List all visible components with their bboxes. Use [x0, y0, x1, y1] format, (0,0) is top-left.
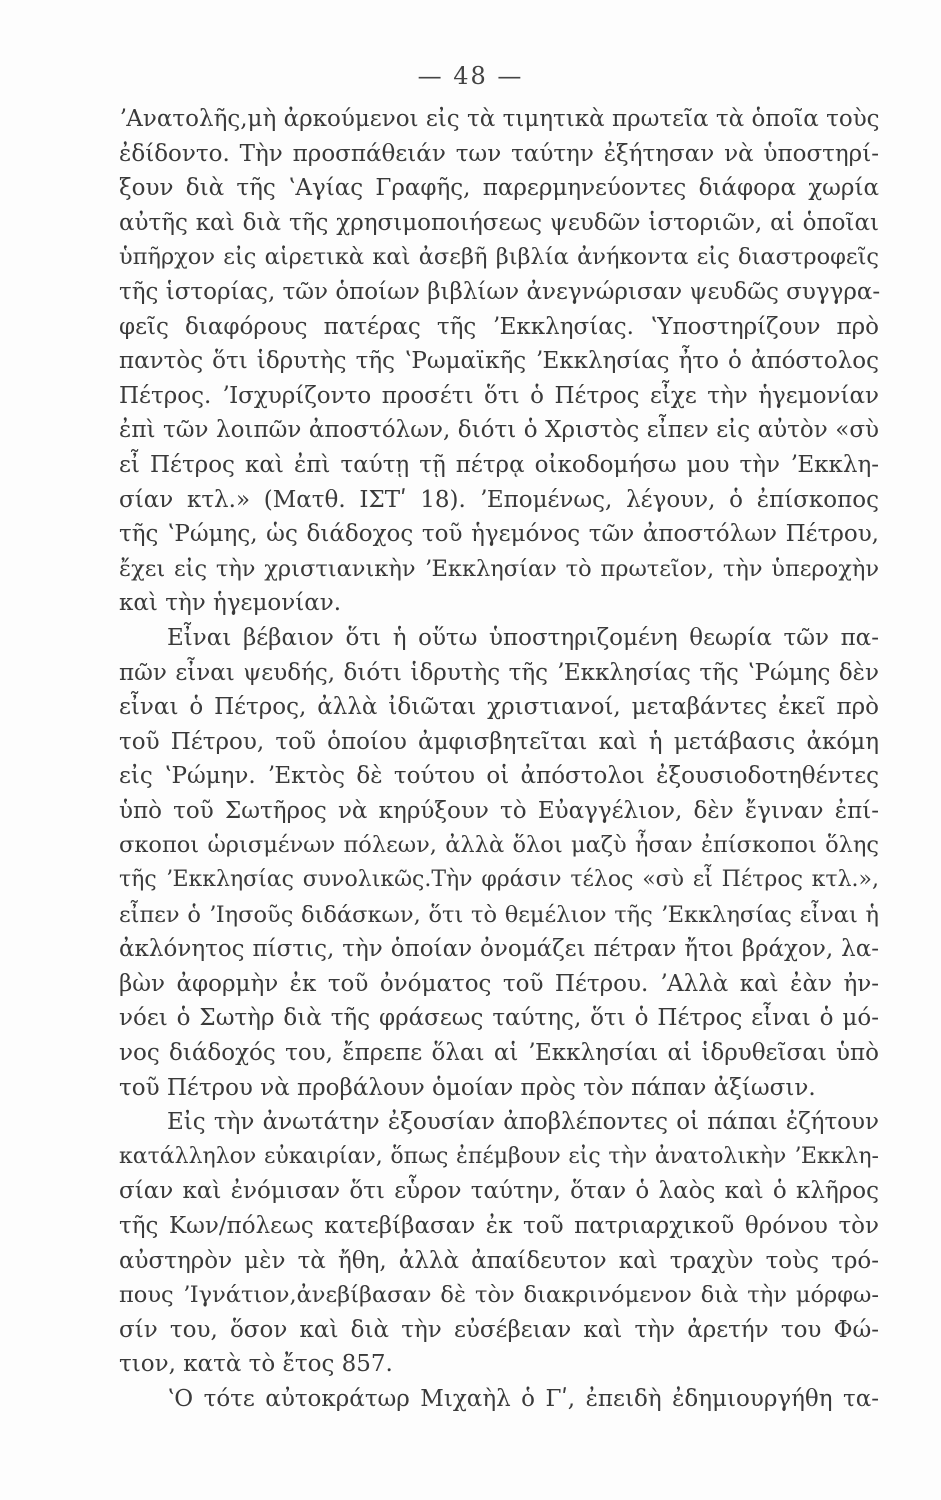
text-line: εἶναι ὁ Πέτρος, ἀλλὰ ἰδιῶται χριστιανοί, μεταβάντες ἐκεῖ πρὸ	[119, 694, 879, 721]
text-line: φεῖς διαφόρους πατέρας τῆς ʼΕκκλησίας. ʽΥποστηρίζουν πρὸ	[119, 313, 879, 340]
text-line: ὑπὸ τοῦ Σωτῆρος νὰ κηρύξουν τὸ Εὐαγγέλιον, δὲν ἔγιναν ἐπί-	[119, 797, 879, 824]
text-line: εἶ Πέτρος καὶ ἐπὶ ταύτῃ τῇ πέτρᾳ οἰκοδομήσω μου τὴν ʼΕκκλη-	[119, 451, 879, 478]
text-line: σίν του, ὅσον καὶ διὰ τὴν εὐσέβειαν καὶ τὴν ἀρετήν του Φώ-	[119, 1316, 879, 1343]
text-line: βὼν ἀφορμὴν ἐκ τοῦ ὀνόματος τοῦ Πέτρου. ʼΑλλὰ καὶ ἐὰν ἠν-	[119, 970, 879, 997]
text-line: ἔχει εἰς τὴν χριστιανικὴν ʼΕκκλησίαν τὸ πρωτεῖον, τὴν ὑπεροχὴν	[119, 555, 879, 582]
text-line: αὐτῆς καὶ διὰ τῆς χρησιμοποιήσεως ψευδῶν ἱστοριῶν, αἱ ὁποῖαι	[119, 209, 879, 236]
text-line: αὐστηρὸν μὲν τὰ ἤθη, ἀλλὰ ἀπαίδευτον καὶ τραχὺν τοὺς τρό-	[119, 1247, 879, 1274]
text-line: σίαν κτλ.» (Ματθ. ΙΣΤʹ 18). ʼΕπομένως, λέγουν, ὁ ἐπίσκοπος	[119, 486, 879, 513]
text-line: τῆς ἱστορίας, τῶν ὁποίων βιβλίων ἀνεγνώρισαν ψευδῶς συγγρα-	[119, 278, 881, 305]
page-number: — 48 —	[417, 62, 524, 90]
text-line: νος διάδοχός του, ἔπρεπε ὅλαι αἱ ʼΕκκλησίαι αἱ ἱδρυθεῖσαι ὑπὸ	[119, 1040, 879, 1067]
text-line: Εἶναι βέβαιον ὅτι ἡ οὕτω ὑποστηριζομένη θεωρία τῶν πα-	[167, 624, 879, 651]
text-line: σκοποι ὡρισμένων πόλεων, ἀλλὰ ὅλοι μαζὺ ἦσαν ἐπίσκοποι ὅλης	[119, 832, 879, 859]
text-line: ʽΟ τότε αὐτοκράτωρ Μιχαὴλ ὁ Γʹ, ἐπειδὴ ἐδημιουργήθη τα-	[167, 1385, 879, 1412]
text-line: παντὸς ὅτι ἱδρυτὴς τῆς ʽΡωμαϊκῆς ʼΕκκλησίας ἦτο ὁ ἀπόστολος	[119, 348, 879, 375]
text-line: ὑπῆρχον εἰς αἱρετικὰ καὶ ἀσεβῆ βιβλία ἀνήκοντα εἰς διαστροφεῖς	[119, 244, 879, 271]
text-line: νόει ὁ Σωτὴρ διὰ τῆς φράσεως ταύτης, ὅτι ὁ Πέτρος εἶναι ὁ μό-	[119, 1005, 879, 1032]
text-line: τιον, κατὰ τὸ ἔτος 857.	[119, 1351, 393, 1378]
text-line: τῆς Κων/πόλεως κατεβίβασαν ἐκ τοῦ πατριαρχικοῦ θρόνου τὸν	[119, 1213, 879, 1239]
text-line: ἐδίδοντο. Τὴν προσπάθειάν των ταύτην ἐξήτησαν νὰ ὑποστηρί-	[119, 140, 879, 167]
text-line: τοῦ Πέτρου, τοῦ ὁποίου ἀμφισβητεῖται καὶ ἡ μετάβασις ἀκόμη	[119, 728, 879, 755]
text-line: κατάλληλον εὐκαιρίαν, ὅπως ἐπέμβουν εἰς τὴν ἀνατολικὴν ʼΕκκλη-	[119, 1143, 879, 1169]
text-line: πῶν εἶναι ψευδής, διότι ἱδρυτὴς τῆς ʼΕκκλησίας τῆς ʽΡώμης δὲν	[119, 659, 879, 686]
text-line: ἀκλόνητος πίστις, τὴν ὁποίαν ὀνομάζει πέτραν ἤτοι βράχον, λα-	[119, 936, 879, 963]
text-line: Πέτρος. ʼΙσχυρίζοντο προσέτι ὅτι ὁ Πέτρος εἶχε τὴν ἡγεμονίαν	[119, 382, 879, 409]
text-line: τῆς ʽΡώμης, ὡς διάδοχος τοῦ ἡγεμόνος τῶν ἀποστόλων Πέτρου,	[119, 521, 879, 548]
text-line: σίαν καὶ ἐνόμισαν ὅτι εὗρον ταύτην, ὅταν ὁ λαὸς καὶ ὁ κλῆρος	[119, 1178, 879, 1205]
text-line: καὶ τὴν ἡγεμονίαν.	[119, 590, 342, 617]
text-line: ξουν διὰ τῆς ʽΑγίας Γραφῆς, παρερμηνεύοντες διάφορα χωρία	[119, 175, 879, 202]
text-line: εἶπεν ὁ ʼΙησοῦς διδάσκων, ὅτι τὸ θεμέλιον τῆς ʼΕκκλησίας εἶναι ἡ	[119, 901, 879, 928]
text-line: Εἰς τὴν ἀνωτάτην ἐξουσίαν ἀποβλέποντες οἱ πάπαι ἐζήτουν	[167, 1109, 879, 1136]
text-line: πους ʼΙγνάτιον,ἀνεβίβασαν δὲ τὸν διακρινόμενον διὰ τὴν μόρφω-	[119, 1282, 879, 1309]
text-line: εἰς ʽΡώμην. ʼΕκτὸς δὲ τούτου οἱ ἀπόστολοι ἐξουσιοδοτηθέντες	[119, 763, 879, 790]
text-line: ἐπὶ τῶν λοιπῶν ἀποστόλων, διότι ὁ Χριστὸς εἶπεν εἰς αὐτὸν «σὺ	[119, 417, 879, 444]
text-line: ʼΑνατολῆς,μὴ ἀρκούμενοι εἰς τὰ τιμητικὰ πρωτεῖα τὰ ὁποῖα τοὺς	[119, 106, 880, 132]
text-line: τοῦ Πέτρου νὰ προβάλουν ὁμοίαν πρὸς τὸν πάπαν ἀξίωσιν.	[119, 1074, 816, 1101]
body-text	[119, 102, 879, 1417]
text-line: τῆς ʼΕκκλησίας συνολικῶς.Τὴν φράσιν τέλος «σὺ εἶ Πέτρος κτλ.»,	[119, 867, 879, 893]
